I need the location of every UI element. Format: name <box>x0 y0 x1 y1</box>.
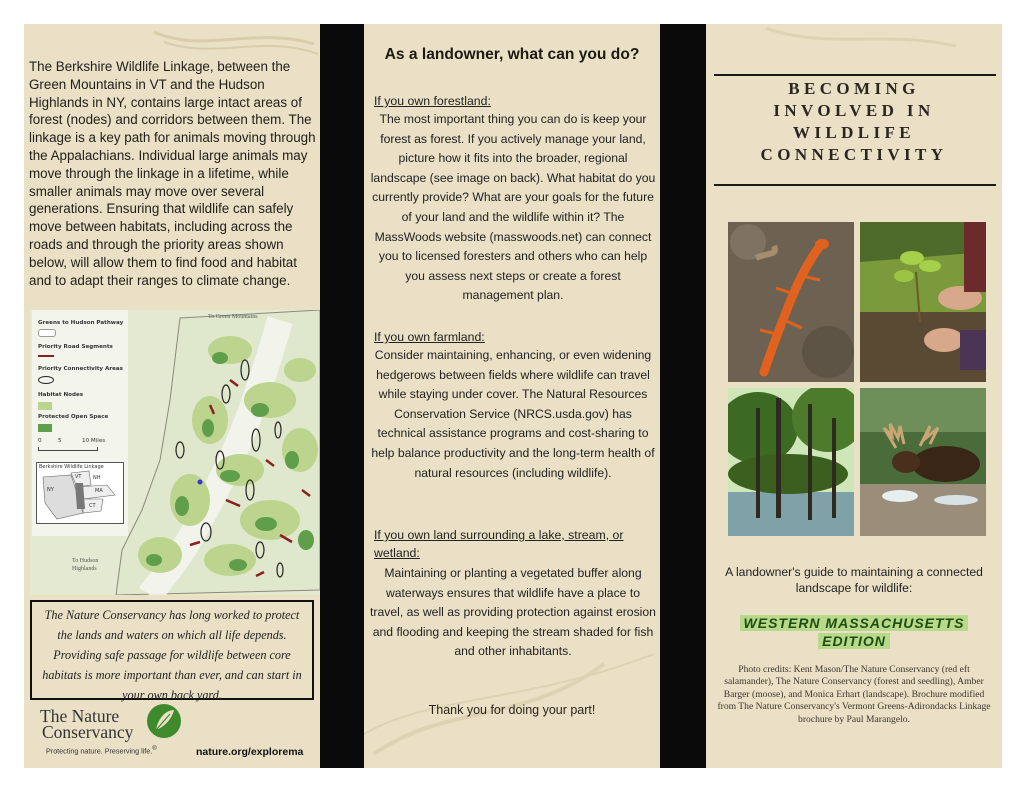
map-label-green-mountains: To Green Mountains <box>208 314 258 320</box>
title-line-3: WILDLIFE <box>792 123 916 142</box>
legend-road-swatch <box>38 355 54 357</box>
nature-conservancy-statement: The Nature Conservancy has long worked to protect the lands and waters on which all life depends. Providing safe passage for wildlife between core habitats is more important than ever, and can start in your own back yard. <box>30 600 314 700</box>
brochure-title <box>706 78 1002 166</box>
landowner-heading: As a landowner, what can you do? <box>384 46 640 63</box>
forestland-heading: If you own forestland: <box>374 94 491 108</box>
guide-post: to maintaining a connected landscape for wildlife: <box>795 565 983 595</box>
fold-divider-left <box>320 24 364 768</box>
nature-conservancy-logo <box>40 702 200 762</box>
legend-scale-0: 0 <box>38 438 42 444</box>
edition-line-1: WESTERN MASSACHUSETTS <box>740 615 969 631</box>
logo-wordmark <box>40 708 152 740</box>
legend-open-space-label: Protected Open Space <box>38 414 109 420</box>
waterway-heading-1: If you own land surrounding a lake, stream, or <box>374 528 624 542</box>
right-panel <box>706 24 1002 768</box>
map-label-hudson-1: To Hudson <box>72 558 99 564</box>
logo-tagline <box>46 746 157 755</box>
logo-tagline-text: Protecting nature. Preserving life. <box>46 746 153 756</box>
legend-pathway-label: Greens to Hudson Pathway <box>38 320 124 326</box>
title-line-2: INVOLVED IN <box>773 101 935 120</box>
farmland-heading: If you own farmland: <box>374 330 485 344</box>
red-eft-salamander-photo <box>728 222 854 382</box>
left-panel <box>24 24 320 768</box>
guide-pre: A <box>725 565 736 579</box>
legend-pathway-swatch <box>38 329 56 337</box>
logo-registered-mark: ® <box>152 746 157 752</box>
waterway-body: Maintaining or planting a vegetated buffer along waterways ensures that wildlife have a place to travel, as well as providing protection against erosion and flooding and keeping the stream shaded for fish and other inhabitants. <box>370 566 656 659</box>
legend-scale-10: 10 Miles <box>82 438 106 444</box>
forestland-emphasis: keep your forest as forest <box>380 112 647 146</box>
waterway-heading-2: wetland: <box>374 546 420 560</box>
map-label-hudson-2: Highlands <box>72 566 97 572</box>
logo-line-2: Conservancy <box>42 722 134 742</box>
title-rule-bottom <box>714 184 996 186</box>
edition-label <box>736 614 972 650</box>
map-legend <box>32 310 128 536</box>
legend-scale-5: 5 <box>58 438 62 444</box>
title-line-4: CONNECTIVITY <box>760 145 948 164</box>
linkage-intro-text: The Berkshire Wildlife Linkage, between the Green Mountains in VT and the Hudson Highlands in NY, contains large intact areas of forest (nodes) and corridors between them. The linkage is a key path for animals moving through the Appalachians. Individual large animals may move through the linkage in a lifetime, while smaller animals may move over several generations. Ensuring that wildlife can safely move between habitats, including across the roads and through the priority areas shown below, will allow them to find food and habitat and to adapt their ranges to climate change. <box>29 59 316 288</box>
forest-landscape-photo <box>728 388 854 536</box>
legend-nodes-swatch <box>38 402 52 410</box>
map-marker <box>198 480 203 485</box>
forestland-body-intro: The most important thing you can do is <box>379 112 593 126</box>
oak-leaf-icon <box>144 702 184 740</box>
guide-tagline <box>712 564 996 596</box>
legend-nodes-label: Habitat Nodes <box>38 392 84 398</box>
forestland-body-rest: . If you actively manage your land, picture how it fits into the broader, regional landscape (see image on back). What habitat do you currently provide? What are your goals for the future of your land and the wildlife within it? The MassWoods website (masswoods.net) can connect you to licensed foresters and others who can help you assess next steps or create a forest management plan. <box>370 131 656 303</box>
guide-emphasis: landowner's guide <box>735 565 834 579</box>
nature-org-link[interactable]: nature.org/explorema <box>196 746 304 758</box>
inset-title: Berkshire Wildlife Linkage <box>39 464 104 470</box>
legend-connectivity-label: Priority Connectivity Areas <box>38 366 123 372</box>
thanks-text: Thank you for doing your part! <box>428 703 596 717</box>
inset-label-ny: NY <box>47 487 54 493</box>
inset-map <box>36 462 124 524</box>
edition-line-2: EDITION <box>818 633 890 649</box>
moose-photo <box>860 388 986 536</box>
inset-label-ma: MA <box>95 488 103 494</box>
legend-scale-bar <box>38 447 98 451</box>
linkage-map <box>30 310 320 595</box>
farmland-body: Consider maintaining, enhancing, or even widening hedgerows between fields where wildlife can travel while staying under cover. The Natural Resources Conservation Service (NRCS.usda.gov) has technical assistance programs and cost-sharing to help balance productivity and the long-term health of natural resources (including wildlife). <box>371 348 655 480</box>
title-line-1: BECOMING <box>788 79 920 98</box>
legend-connectivity-swatch <box>38 376 54 384</box>
title-rule-top <box>714 74 996 76</box>
fold-divider-right <box>660 24 706 768</box>
logo-line-1: The Nature <box>40 706 120 726</box>
photo-credits: Photo credits: Kent Mason/The Nature Conservancy (red eft salamander), The Nature Conservancy (forest and seedling), Amber Barger (moose), and Monica Erhart (landscape). Brochure modified from The Nature Conservancy's Vermont Greens-Adirondacks Linkage brochure by Paul Marangelo. <box>717 664 991 725</box>
inset-label-vt: VT <box>75 474 82 480</box>
legend-road-label: Priority Road Segments <box>38 344 113 350</box>
inset-label-ct: CT <box>89 503 96 509</box>
forestland-body <box>370 110 656 306</box>
inset-label-nh: NH <box>93 475 101 481</box>
inset-map-graphic <box>37 463 123 523</box>
forest-seedling-photo <box>860 222 986 382</box>
middle-panel <box>364 24 660 768</box>
legend-open-space-swatch <box>38 424 52 432</box>
